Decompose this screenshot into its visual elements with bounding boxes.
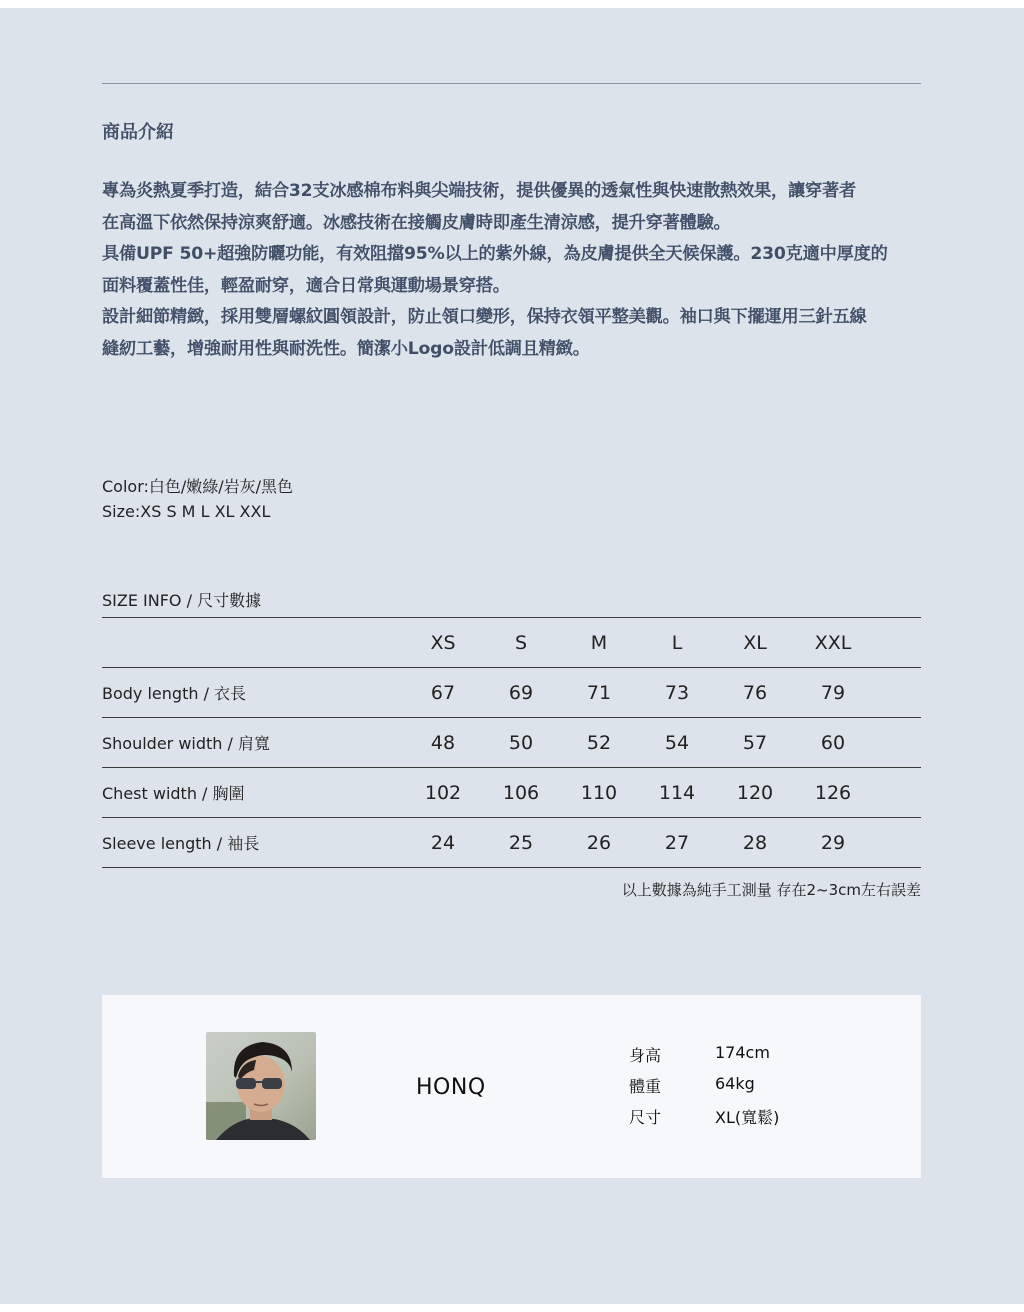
- table-cell: 67: [404, 668, 482, 718]
- row-label: Body length / 衣長: [102, 668, 404, 718]
- table-cell: 106: [482, 768, 560, 818]
- product-description: [102, 176, 924, 365]
- color-options: Color:白色/嫩綠/岩灰/黑色: [102, 477, 294, 496]
- stat-value: 64kg: [715, 1074, 755, 1093]
- table-row: [102, 718, 921, 768]
- table-header-label: [102, 618, 404, 668]
- table-cell: 71: [560, 668, 638, 718]
- description-line: 面料覆蓋性佳，輕盈耐穿，適合日常與運動場景穿搭。: [102, 275, 510, 296]
- page-background: [0, 8, 1024, 1304]
- description-line: 專為炎熱夏季打造，結合32支冰感棉布料與尖端技術，提供優異的透氣性與快速散熱效果，讓穿著者: [102, 181, 856, 201]
- stat-value: XL(寬鬆): [715, 1108, 780, 1127]
- column-header: XS: [404, 618, 482, 668]
- table-cell: 28: [716, 818, 794, 868]
- description-line: 在高溫下依然保持涼爽舒適。冰感技術在接觸皮膚時即產生清涼感，提升穿著體驗。: [102, 212, 731, 233]
- table-row: [102, 818, 921, 868]
- table-cell: 48: [404, 718, 482, 768]
- stat-label: 身高: [629, 1046, 662, 1065]
- stat-row-height: [629, 1043, 779, 1074]
- model-name: HONQ: [416, 1075, 486, 1100]
- table-row: [102, 668, 921, 718]
- table-cell: 29: [794, 818, 872, 868]
- stat-row-size: [629, 1105, 779, 1136]
- table-spacer: [872, 768, 921, 818]
- table-cell: 60: [794, 718, 872, 768]
- model-photo: [206, 1032, 316, 1140]
- table-spacer: [872, 668, 921, 718]
- row-label: Shoulder width / 肩寬: [102, 718, 404, 768]
- stat-row-weight: [629, 1074, 779, 1105]
- row-label: Sleeve length / 袖長: [102, 818, 404, 868]
- stat-label: 尺寸: [629, 1108, 662, 1127]
- table-cell: 76: [716, 668, 794, 718]
- table-cell: 26: [560, 818, 638, 868]
- table-cell: 57: [716, 718, 794, 768]
- table-header-row: [102, 618, 921, 668]
- size-info-title: SIZE INFO / 尺寸數據: [102, 591, 262, 610]
- description-line: 具備UPF 50+超強防曬功能，有效阻擋95%以上的紫外線，為皮膚提供全天候保護。230克適中厚度的: [102, 244, 888, 264]
- table-cell: 52: [560, 718, 638, 768]
- size-options: Size:XS S M L XL XXL: [102, 502, 271, 521]
- description-line: 設計細節精緻，採用雙層螺紋圓領設計，防止領口變形，保持衣領平整美觀。袖口與下擺運用三針五線: [102, 307, 867, 327]
- table-cell: 54: [638, 718, 716, 768]
- table-header-spacer: [872, 618, 921, 668]
- table-cell: 27: [638, 818, 716, 868]
- column-header: XXL: [794, 618, 872, 668]
- table-spacer: [872, 818, 921, 868]
- column-header: L: [638, 618, 716, 668]
- model-info-card: [102, 995, 921, 1178]
- table-cell: 24: [404, 818, 482, 868]
- stat-label: 體重: [629, 1077, 662, 1096]
- measurement-note: 以上數據為純手工測量 存在2~3cm左右誤差: [621, 881, 921, 899]
- column-header: S: [482, 618, 560, 668]
- table-cell: 120: [716, 768, 794, 818]
- table-cell: 79: [794, 668, 872, 718]
- table-cell: 110: [560, 768, 638, 818]
- column-header: M: [560, 618, 638, 668]
- row-label: Chest width / 胸圍: [102, 768, 404, 818]
- top-divider: [102, 83, 921, 84]
- table-cell: 25: [482, 818, 560, 868]
- table-row: [102, 768, 921, 818]
- table-cell: 50: [482, 718, 560, 768]
- stat-value: 174cm: [715, 1043, 770, 1062]
- table-cell: 114: [638, 768, 716, 818]
- description-line: 縫紉工藝，增強耐用性與耐洗性。簡潔小Logo設計低調且精緻。: [102, 338, 590, 359]
- table-cell: 126: [794, 768, 872, 818]
- table-cell: 102: [404, 768, 482, 818]
- table-cell: 69: [482, 668, 560, 718]
- product-intro-title: 商品介紹: [102, 122, 174, 143]
- column-header: XL: [716, 618, 794, 668]
- size-table: [102, 617, 921, 868]
- model-stats: [629, 1043, 779, 1136]
- table-cell: 73: [638, 668, 716, 718]
- table-spacer: [872, 718, 921, 768]
